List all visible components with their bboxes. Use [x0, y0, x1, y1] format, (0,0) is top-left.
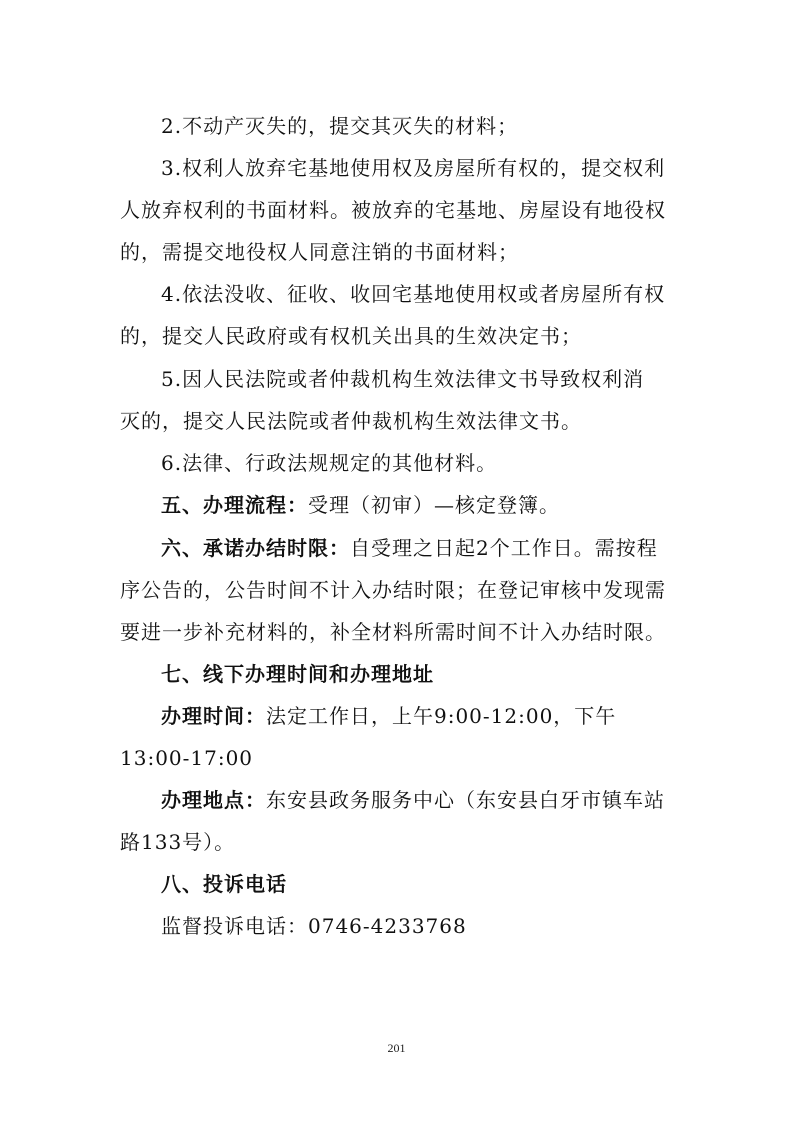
item-3-line-3: 的，需提交地役权人同意注销的书面材料； — [120, 240, 519, 264]
office-hours-line-2: 13:00-17:00 — [120, 746, 254, 770]
office-location-text: 东安县政务服务中心（东安县白牙市镇车站 — [266, 788, 665, 812]
office-hours-line-1 — [161, 703, 680, 729]
item-2: 2.不动产灭失的，提交其灭失的材料； — [161, 114, 519, 138]
office-hours-label: 办理时间： — [161, 704, 266, 728]
section-5-text: 受理（初审）—核定登簿。 — [308, 493, 560, 517]
item-6: 6.法律、行政法规规定的其他材料。 — [161, 451, 498, 475]
item-5-line-2: 灭的，提交人民法院或者仲裁机构生效法律文书。 — [120, 409, 582, 433]
section-7-heading: 七、线下办理时间和办理地址 — [161, 662, 434, 686]
office-location-line-1 — [161, 787, 680, 813]
section-5-heading: 五、办理流程： — [161, 493, 308, 517]
item-3-line-1: 3.权利人放弃宅基地使用权及房屋所有权的，提交权利 — [161, 156, 666, 180]
section-6-heading: 六、承诺办结时限： — [161, 536, 350, 560]
item-5-line-1: 5.因人民法院或者仲裁机构生效法律文书导致权利消 — [161, 367, 645, 391]
item-4-line-1: 4.依法没收、征收、收回宅基地使用权或者房屋所有权 — [161, 282, 666, 306]
section-6-text-1: 自受理之日起2个工作日。需按程 — [350, 536, 658, 560]
office-hours-text: 法定工作日，上午9:00-12:00，下午 — [266, 704, 617, 728]
section-6-line-2: 序公告的，公告时间不计入办结时限；在登记审核中发现需 — [120, 578, 666, 602]
office-location-line-2: 路133号）。 — [120, 830, 236, 854]
item-3-line-2: 人放弃权利的书面材料。被放弃的宅基地、房屋设有地役权 — [120, 198, 666, 222]
page-number: 201 — [387, 1041, 406, 1055]
section-8-heading: 八、投诉电话 — [161, 872, 287, 896]
office-location-label: 办理地点： — [161, 788, 266, 812]
complaint-phone: 监督投诉电话：0746-4233768 — [161, 914, 467, 938]
section-6-line-3: 要进一步补充材料的，补全材料所需时间不计入办结时限。 — [120, 620, 666, 644]
section-6-line-1 — [161, 535, 680, 561]
section-5 — [161, 492, 680, 518]
item-4-line-2: 的，提交人民政府或有权机关出具的生效决定书； — [120, 324, 582, 348]
